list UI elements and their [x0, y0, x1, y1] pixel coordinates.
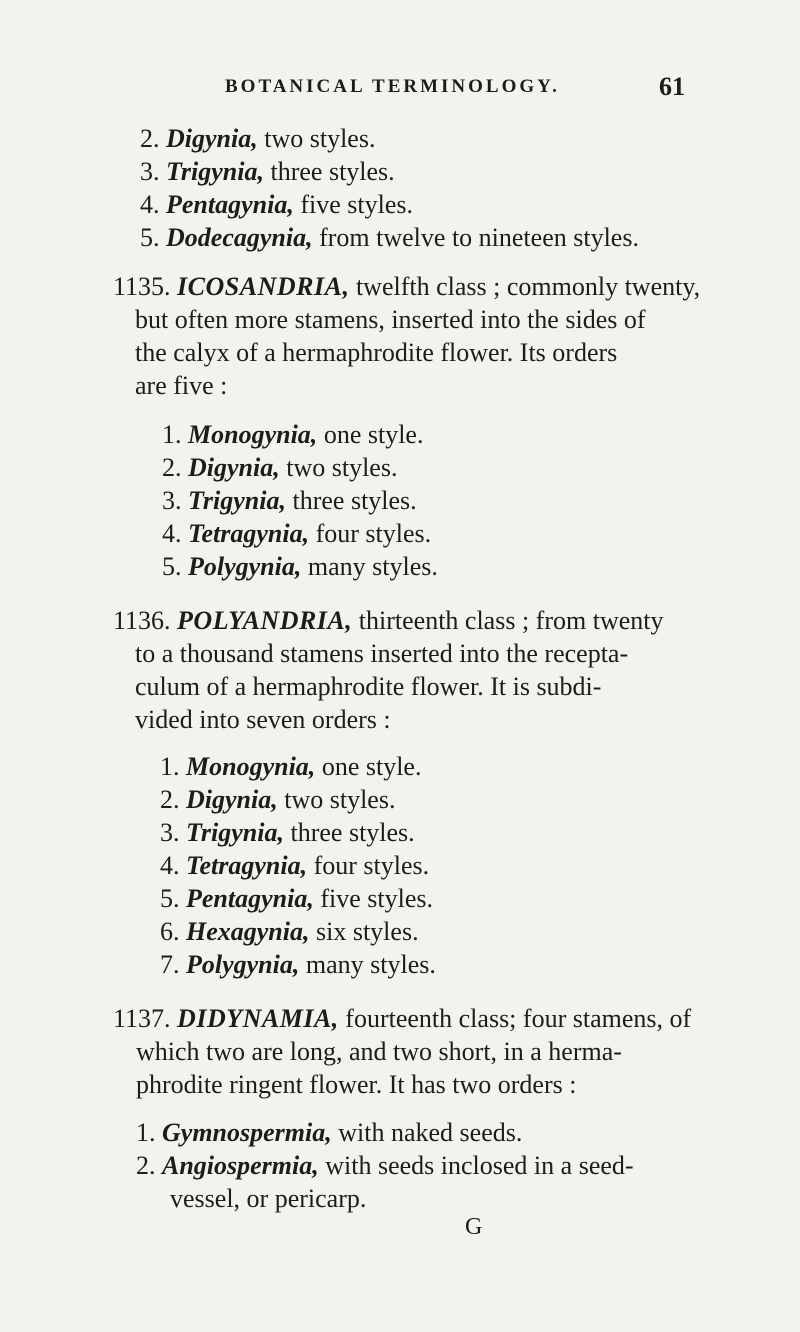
- entry-1136-heading: 1136. POLYANDRIA, thirteenth class ; from twenty: [113, 606, 664, 635]
- list-item: 6. Hexagynia, six styles.: [160, 917, 419, 946]
- entry-1135-text: are five :: [135, 371, 228, 400]
- list-item-continuation: vessel, or pericarp.: [170, 1184, 367, 1213]
- signature-mark: G: [465, 1214, 483, 1240]
- list-item: 3. Trigynia, three styles.: [162, 486, 417, 515]
- entry-1137-heading: 1137. DIDYNAMIA, fourteenth class; four stamens, of: [113, 1004, 692, 1033]
- list-item: 2. Digynia, two styles.: [140, 124, 376, 153]
- list-item: 2. Angiospermia, with seeds inclosed in a seed-: [136, 1151, 634, 1180]
- entry-1135-text: but often more stamens, inserted into the sides of: [135, 305, 646, 334]
- running-title: BOTANICAL TERMINOLOGY.: [225, 76, 560, 97]
- entry-1135-heading: 1135. ICOSANDRIA, twelfth class ; commonly twenty,: [113, 272, 701, 301]
- list-item: 5. Dodecagynia, from twelve to nineteen styles.: [140, 223, 639, 252]
- list-item: 7. Polygynia, many styles.: [160, 950, 436, 979]
- list-item: 1. Monogynia, one style.: [162, 420, 424, 449]
- list-item: 2. Digynia, two styles.: [160, 785, 396, 814]
- entry-1137-text: phrodite ringent flower. It has two orders :: [136, 1070, 577, 1099]
- entry-1136-text: vided into seven orders :: [135, 705, 391, 734]
- page-number: 61: [659, 72, 685, 101]
- list-item: 3. Trigynia, three styles.: [160, 818, 415, 847]
- entry-1135-text: the calyx of a hermaphrodite flower. Its orders: [135, 338, 618, 367]
- list-item: 1. Monogynia, one style.: [160, 752, 422, 781]
- list-item: 4. Tetragynia, four styles.: [160, 851, 430, 880]
- list-item: 5. Polygynia, many styles.: [162, 552, 438, 581]
- list-item: 1. Gymnospermia, with naked seeds.: [136, 1118, 523, 1147]
- list-item: 4. Pentagynia, five styles.: [140, 190, 413, 219]
- page-header: [225, 72, 685, 106]
- entry-1136-text: culum of a hermaphrodite flower. It is subdi-: [135, 672, 602, 701]
- list-item: 5. Pentagynia, five styles.: [160, 884, 433, 913]
- list-item: 3. Trigynia, three styles.: [140, 157, 395, 186]
- list-item: 2. Digynia, two styles.: [162, 453, 398, 482]
- entry-1137-text: which two are long, and two short, in a herma-: [136, 1037, 622, 1066]
- list-item: 4. Tetragynia, four styles.: [162, 519, 432, 548]
- entry-1136-text: to a thousand stamens inserted into the recepta-: [135, 639, 629, 668]
